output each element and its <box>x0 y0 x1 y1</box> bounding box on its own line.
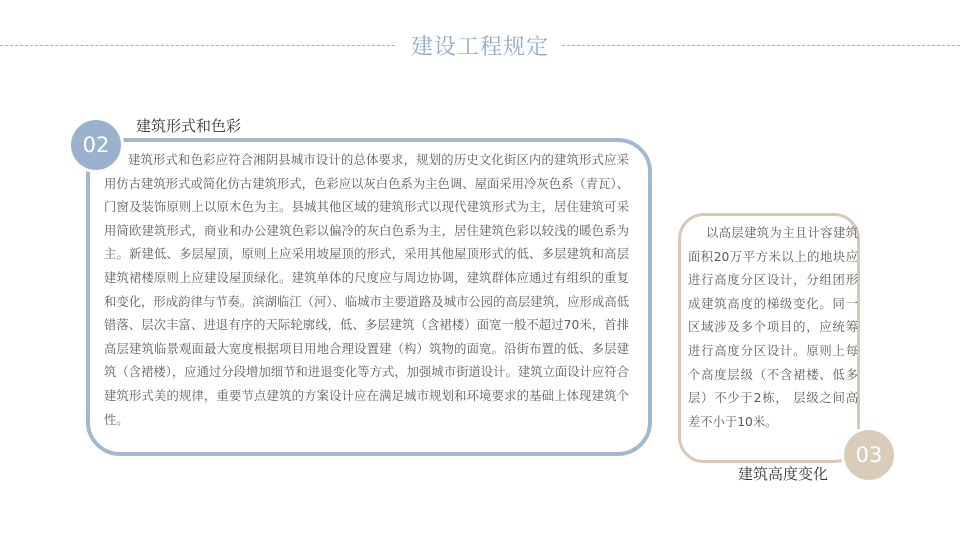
title-divider-left <box>0 45 395 46</box>
title-divider-right <box>562 45 960 46</box>
section-left-heading: 建筑形式和色彩 <box>136 117 242 135</box>
section-right-body: 以高层建筑为主且计容建筑面积20万平方米以上的地块应进行高度分区设计，分组团形成建筑高度的梯级变化。同一区域涉及多个项目的，应统筹进行高度分区设计。原则上每个高度层级（不含裙楼、低多层）不少于2栋， 层级之间高差不小于10米。 <box>688 226 858 429</box>
section-left-body: 建筑形式和色彩应符合湘阴县城市设计的总体要求，规划的历史文化街区内的建筑形式应采用仿古建筑形式或简化仿古建筑形式，色彩应以灰白色系为主色调、屋面采用冷灰色系（青瓦）、门窗及装饰原则上以原木色为主。县城其他区域的建筑形式以现代建筑形式为主，居住建筑可采用简欧建筑形式，商业和办公建筑色彩以偏冷的灰白色系为主，居住建筑色彩以较浅的暖色系为主。新建低、多层屋顶，原则上应采用坡屋顶的形式，采用其他屋顶形式的低、多层建筑和高层建筑裙楼原则上应建设屋顶绿化。建筑单体的尺度应与周边协调，建筑群体应通过有组织的重复和变化，形成韵律与节奏。滨湖临江（河）、临城市主要道路及城市公园的高层建筑，应形成高低错落、层次丰富、进退有序的天际轮廓线，低、多层建筑（含裙楼）面宽一般不超过70米，首排高层建筑临景观面最大宽度根据项目用地合理设置建（构）筑物的面宽。沿街布置的低、多层建筑（含裙楼），应通过分段增加细节和进退变化等方式，加强城市街道设计。建筑立面设计应符合建筑形式美的规律，重要节点建筑的方案设计应在满足城市规划和环境要求的基础上体现建筑个性。 <box>104 153 629 427</box>
section-right-number-badge: 03 <box>844 430 894 480</box>
section-right-heading: 建筑高度变化 <box>738 465 829 483</box>
page-title: 建设工程规定 <box>410 35 549 60</box>
section-left-number-badge: 02 <box>71 120 121 170</box>
